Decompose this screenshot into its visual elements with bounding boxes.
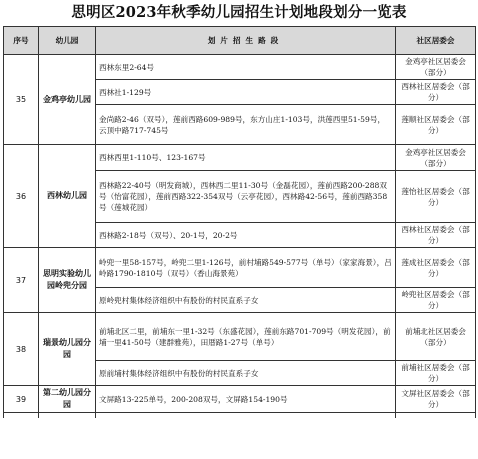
row-num: 39 [4, 386, 39, 413]
community-cell: 莲怡社区居委会（部分） [396, 171, 476, 223]
community-cell: 西林社区居委会（部分） [396, 223, 476, 248]
school-name: 金鸡亭幼儿园 [39, 55, 96, 145]
route-cell: 西林社1-129号 [96, 80, 396, 105]
route-cell: 原前埔村集体经济组织中有股份的村民直系子女 [96, 361, 396, 386]
community-cell: 前埔北社区居委会（部分） [396, 313, 476, 361]
header-routes: 划片招生路段 [96, 27, 396, 55]
community-cell: 莲顺社区居委会（部分） [396, 105, 476, 145]
table-row [4, 386, 476, 413]
header-num: 序号 [4, 27, 39, 55]
community-cell: 岭兜社区居委会（部分） [396, 288, 476, 313]
row-num: 36 [4, 145, 39, 248]
school-name: 西林幼儿园 [39, 145, 96, 248]
community-cell: 莲成社区居委会（部分） [396, 248, 476, 288]
community-cell: 金鸡亭社区居委会（部分） [396, 55, 476, 80]
community-cell: 金鸡亭社区居委会（部分） [396, 145, 476, 171]
table-row [4, 55, 476, 80]
header-row [4, 27, 476, 55]
table-row [4, 313, 476, 361]
school-name: 思明实验幼儿园岭兜分园 [39, 248, 96, 313]
table-row-cutoff [4, 413, 476, 419]
header-community: 社区居委会 [396, 27, 476, 55]
route-cell: 西林路22-40号（明发商城），西林西二里11-30号（金磊花园），莲前西路200-288双号（怡富花园），莲前西路322-354双号（云亭花园），西林路42-56号，莲前西路358号（莲城花园） [96, 171, 396, 223]
route-cell: 文屏路13-225单号，200-208双号，文屏路154-190号 [96, 386, 396, 413]
row-num: 35 [4, 55, 39, 145]
table-row [4, 145, 476, 171]
community-cell: 西林社区居委会（部分） [396, 80, 476, 105]
page-title: 思明区2023年秋季幼儿园招生计划地段划分一览表 [71, 4, 407, 21]
header-school: 幼儿园 [39, 27, 96, 55]
school-name: 第二幼儿园分园 [39, 386, 96, 413]
allocation-table [3, 26, 476, 418]
route-cell: 金尚路2-46（双号），莲前西路609-989号，东方山庄1-103号，洪莲西里51-59号，云顶中路717-745号 [96, 105, 396, 145]
table-row [4, 248, 476, 288]
route-cell: 西林路2-18号（双号）、20-1号，20-2号 [96, 223, 396, 248]
community-cell: 文屏社区居委会（部分） [396, 386, 476, 413]
route-cell: 前埔北区二里，前埔东一里1-32号（东盛花园），莲前东路701-709号（明发花园），前埔一里41-50号（建群雅苑），田厝路1-27号（单号） [96, 313, 396, 361]
community-cell: 前埔社区居委会（部分） [396, 361, 476, 386]
school-name: 瑞景幼儿园分园 [39, 313, 96, 386]
route-cell: 西林东里2-64号 [96, 55, 396, 80]
route-cell: 原岭兜村集体经济组织中有股份的村民直系子女 [96, 288, 396, 313]
row-num: 38 [4, 313, 39, 386]
route-cell: 西林西里1-110号、123-167号 [96, 145, 396, 171]
route-cell: 岭兜一里58-157号，岭兜二里1-126号，前村埔路549-577号（单号）（家家海景），吕岭路1790-1810号（双号）（香山海景苑） [96, 248, 396, 288]
row-num: 37 [4, 248, 39, 313]
